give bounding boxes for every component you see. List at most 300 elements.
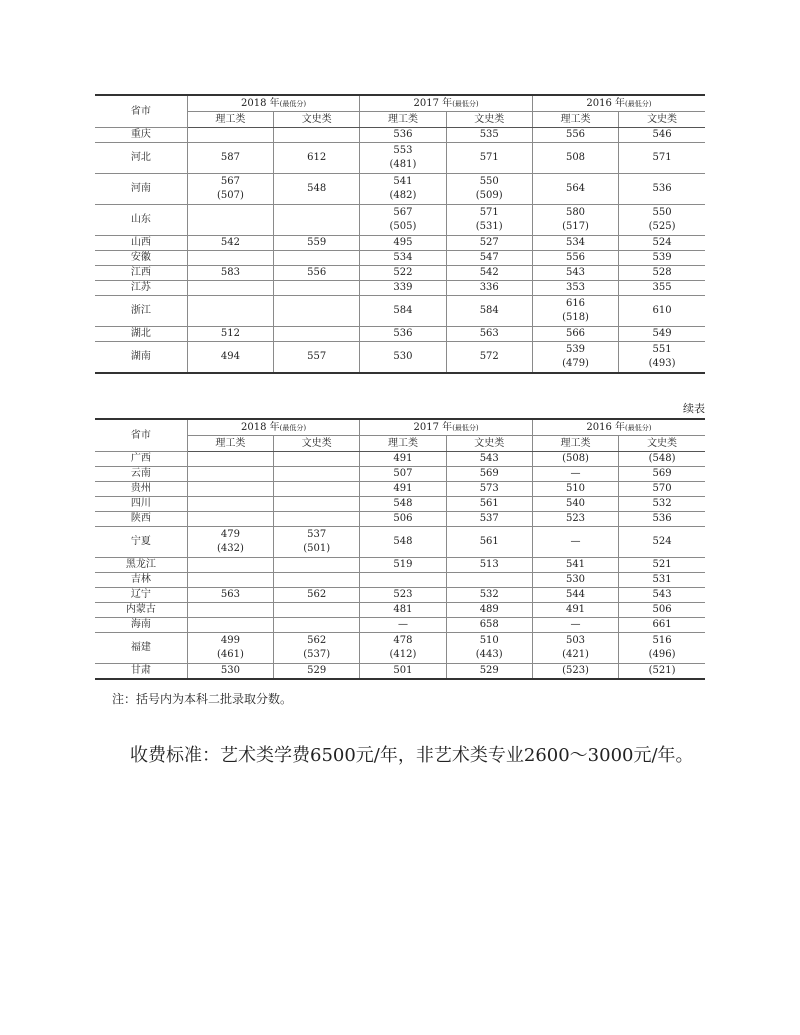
- score-value: 562: [307, 635, 327, 646]
- score-cell: [274, 452, 360, 467]
- score-cell: [619, 128, 705, 143]
- score-cell: [274, 558, 360, 573]
- score-value: 556: [565, 129, 586, 140]
- score-value: 556: [307, 267, 327, 278]
- score-cell: [532, 281, 618, 296]
- score-cell: [446, 512, 532, 527]
- score-value: 559: [307, 237, 327, 248]
- table-row: [95, 128, 705, 143]
- score-value: 661: [652, 619, 672, 630]
- score-value-second-batch: (496): [648, 649, 676, 660]
- score-value: 535: [479, 129, 499, 140]
- score-value-second-batch: (518): [562, 312, 589, 323]
- province-cell: 河北: [95, 143, 187, 174]
- score-value: 544: [565, 589, 586, 600]
- header-sci: 理工类: [532, 112, 618, 128]
- province-cell: 湖南: [95, 342, 187, 374]
- table-row: [95, 205, 705, 236]
- score-cell: [360, 497, 446, 512]
- score-cell: [274, 281, 360, 296]
- score-value-second-batch: (493): [648, 358, 676, 369]
- score-cell: [619, 143, 705, 174]
- score-cell: [360, 143, 446, 174]
- score-value: 491: [565, 604, 586, 615]
- score-value-second-batch: (517): [562, 221, 589, 232]
- score-cell: [446, 296, 532, 327]
- score-value: —: [570, 536, 581, 547]
- header-province: 省市: [95, 419, 187, 452]
- score-value: 531: [652, 574, 672, 585]
- score-cell: [187, 467, 273, 482]
- score-value: 548: [393, 536, 413, 547]
- score-cell: [274, 205, 360, 236]
- score-value: 561: [479, 498, 499, 509]
- score-cell: [446, 205, 532, 236]
- score-cell: [532, 251, 618, 266]
- score-cell: [532, 342, 618, 374]
- score-value: —: [570, 619, 581, 630]
- score-value-second-batch: (537): [303, 649, 331, 660]
- score-value-second-batch: (412): [389, 649, 417, 660]
- score-cell: [274, 251, 360, 266]
- score-value: 658: [479, 619, 499, 630]
- score-value: 572: [479, 351, 499, 362]
- province-cell: 宁夏: [95, 527, 187, 558]
- score-cell: [274, 266, 360, 281]
- score-value: 557: [307, 351, 327, 362]
- score-cell: [187, 664, 273, 680]
- score-cell: [619, 205, 705, 236]
- score-cell: [532, 128, 618, 143]
- score-value: 612: [307, 152, 327, 163]
- score-cell: [446, 452, 532, 467]
- header-year-2018: 2018 年(最低分): [187, 95, 360, 112]
- score-value: 570: [652, 483, 672, 494]
- score-cell: [274, 633, 360, 664]
- header-year-2016: 2016 年(最低分): [532, 95, 705, 112]
- table-row: [95, 664, 705, 680]
- score-cell: [360, 558, 446, 573]
- score-cell: [187, 527, 273, 558]
- header-year-2016: 2016 年(最低分): [532, 419, 705, 436]
- score-value: 550: [652, 207, 672, 218]
- province-cell: 湖北: [95, 327, 187, 342]
- score-value: 537: [307, 529, 327, 540]
- header-year-2017: 2017 年(最低分): [360, 95, 533, 112]
- score-cell: [532, 205, 618, 236]
- score-cell: [619, 573, 705, 588]
- score-cell: [619, 497, 705, 512]
- table-row: [95, 174, 705, 205]
- score-value: 584: [479, 305, 499, 316]
- score-cell: [619, 342, 705, 374]
- score-value: 584: [393, 305, 413, 316]
- fee-standard-paragraph: 收费标准：艺术类学费6500元/年，非艺术类专业2600～3000元/年。: [130, 745, 694, 766]
- score-cell: [532, 633, 618, 664]
- score-value: 580: [565, 207, 586, 218]
- score-cell: [360, 342, 446, 374]
- score-value: 541: [393, 176, 413, 187]
- score-cell: [532, 618, 618, 633]
- score-cell: [274, 143, 360, 174]
- table-footnote: 注：括号内为本科二批录取分数。: [112, 692, 293, 706]
- score-value: 336: [479, 282, 499, 293]
- score-value: 541: [565, 559, 586, 570]
- score-value: 546: [652, 129, 672, 140]
- table-row: [95, 143, 705, 174]
- score-value: 530: [220, 665, 240, 676]
- table-row: [95, 281, 705, 296]
- score-cell: [532, 558, 618, 573]
- score-value: 478: [393, 635, 413, 646]
- score-cell: [187, 603, 273, 618]
- table-row: [95, 527, 705, 558]
- score-cell: [619, 452, 705, 467]
- score-value: 524: [652, 536, 672, 547]
- province-cell: 重庆: [95, 128, 187, 143]
- score-cell: [360, 266, 446, 281]
- score-cell: [446, 633, 532, 664]
- score-value: 495: [393, 237, 413, 248]
- score-value: 532: [652, 498, 672, 509]
- table-row: [95, 512, 705, 527]
- score-cell: [274, 497, 360, 512]
- score-cell: [187, 236, 273, 251]
- table-row: [95, 573, 705, 588]
- score-cell: [360, 452, 446, 467]
- score-value: 506: [652, 604, 672, 615]
- score-value: 542: [220, 237, 240, 248]
- score-cell: [619, 558, 705, 573]
- header-arts: 文史类: [446, 112, 532, 128]
- score-value: 563: [479, 328, 499, 339]
- score-value: (548): [648, 453, 676, 464]
- score-value: 519: [393, 559, 413, 570]
- score-value: 561: [479, 536, 499, 547]
- score-value: 532: [479, 589, 499, 600]
- score-cell: [532, 664, 618, 680]
- score-value-second-batch: (461): [216, 649, 244, 660]
- score-value: —: [570, 468, 581, 479]
- province-cell: 浙江: [95, 296, 187, 327]
- score-cell: [619, 251, 705, 266]
- score-cell: [187, 251, 273, 266]
- score-cell: [360, 512, 446, 527]
- province-cell: 江西: [95, 266, 187, 281]
- score-cell: [532, 174, 618, 205]
- score-cell: [187, 452, 273, 467]
- province-cell: 山西: [95, 236, 187, 251]
- province-cell: 河南: [95, 174, 187, 205]
- score-cell: [187, 174, 273, 205]
- header-arts: 文史类: [446, 436, 532, 452]
- score-value: 528: [652, 267, 672, 278]
- score-cell: [187, 205, 273, 236]
- score-cell: [274, 573, 360, 588]
- score-cell: [446, 588, 532, 603]
- header-sci: 理工类: [187, 112, 273, 128]
- header-year-2017: 2017 年(最低分): [360, 419, 533, 436]
- score-cell: [274, 236, 360, 251]
- score-value: 481: [393, 604, 413, 615]
- score-table-2-body: [95, 452, 705, 680]
- province-cell: 贵州: [95, 482, 187, 497]
- score-cell: [274, 527, 360, 558]
- score-cell: [446, 527, 532, 558]
- table-row: [95, 251, 705, 266]
- score-cell: [187, 558, 273, 573]
- score-value-second-batch: (482): [389, 190, 417, 201]
- header-arts: 文史类: [619, 112, 705, 128]
- score-value: 571: [652, 152, 672, 163]
- score-value: 491: [393, 483, 413, 494]
- score-value: 583: [220, 267, 240, 278]
- header-arts: 文史类: [619, 436, 705, 452]
- province-cell: 江苏: [95, 281, 187, 296]
- score-cell: [619, 527, 705, 558]
- table-row: [95, 497, 705, 512]
- score-cell: [274, 467, 360, 482]
- score-value-second-batch: (481): [389, 159, 417, 170]
- score-value-second-batch: (507): [216, 190, 244, 201]
- score-value: 571: [479, 152, 499, 163]
- score-value: —: [397, 619, 408, 630]
- score-cell: [532, 296, 618, 327]
- score-cell: [187, 633, 273, 664]
- score-cell: [274, 603, 360, 618]
- score-value: 491: [393, 453, 413, 464]
- score-value: 548: [307, 183, 327, 194]
- score-value: 534: [393, 252, 413, 263]
- score-cell: [446, 128, 532, 143]
- score-value: 567: [393, 207, 413, 218]
- score-value-second-batch: (443): [475, 649, 503, 660]
- score-cell: [446, 497, 532, 512]
- score-value-second-batch: (531): [475, 221, 503, 232]
- score-value-second-batch: (432): [216, 543, 244, 554]
- score-cell: [446, 281, 532, 296]
- score-value: 542: [479, 267, 499, 278]
- table-row: [95, 588, 705, 603]
- province-cell: 云南: [95, 467, 187, 482]
- score-cell: [446, 603, 532, 618]
- header-arts: 文史类: [274, 112, 360, 128]
- score-cell: [360, 527, 446, 558]
- score-cell: [619, 618, 705, 633]
- score-value: 562: [307, 589, 327, 600]
- score-value: 547: [479, 252, 499, 263]
- score-value: 536: [652, 183, 672, 194]
- score-cell: [446, 618, 532, 633]
- score-cell: [532, 527, 618, 558]
- score-cell: [532, 482, 618, 497]
- score-cell: [187, 618, 273, 633]
- score-value: 536: [393, 328, 413, 339]
- score-cell: [446, 664, 532, 680]
- score-cell: [187, 588, 273, 603]
- score-value-second-batch: (525): [648, 221, 676, 232]
- score-cell: [619, 512, 705, 527]
- score-value: 516: [652, 635, 672, 646]
- score-value: 353: [565, 282, 586, 293]
- score-cell: [532, 603, 618, 618]
- table-row: [95, 296, 705, 327]
- table-row: [95, 633, 705, 664]
- score-value: 536: [652, 513, 672, 524]
- table-row: [95, 342, 705, 374]
- score-cell: [187, 296, 273, 327]
- table-row: [95, 452, 705, 467]
- score-cell: [446, 342, 532, 374]
- header-sci: 理工类: [360, 436, 446, 452]
- score-value: 567: [220, 176, 240, 187]
- score-value: 563: [220, 589, 240, 600]
- score-value: 550: [479, 176, 499, 187]
- score-cell: [360, 482, 446, 497]
- score-cell: [187, 482, 273, 497]
- score-cell: [619, 588, 705, 603]
- score-cell: [274, 618, 360, 633]
- score-cell: [360, 573, 446, 588]
- score-cell: [619, 467, 705, 482]
- score-value: 527: [479, 237, 499, 248]
- score-cell: [274, 482, 360, 497]
- score-cell: [619, 236, 705, 251]
- score-cell: [532, 236, 618, 251]
- score-value-second-batch: (505): [389, 221, 417, 232]
- province-cell: 四川: [95, 497, 187, 512]
- score-value: 566: [565, 328, 586, 339]
- table-row: [95, 482, 705, 497]
- score-value: 489: [479, 604, 499, 615]
- score-cell: [619, 482, 705, 497]
- score-value: 506: [393, 513, 413, 524]
- score-cell: [619, 603, 705, 618]
- score-cell: [360, 205, 446, 236]
- score-value: 530: [565, 574, 586, 585]
- header-year-2018: 2018 年(最低分): [187, 419, 360, 436]
- score-value: 569: [652, 468, 672, 479]
- score-cell: [532, 266, 618, 281]
- score-value: 355: [652, 282, 672, 293]
- province-cell: 吉林: [95, 573, 187, 588]
- score-value: 551: [652, 344, 672, 355]
- score-value: 513: [479, 559, 499, 570]
- province-cell: 广西: [95, 452, 187, 467]
- score-cell: [360, 236, 446, 251]
- score-cell: [360, 603, 446, 618]
- score-value: 512: [220, 328, 240, 339]
- score-cell: [360, 296, 446, 327]
- score-value: (521): [648, 665, 676, 676]
- score-cell: [619, 327, 705, 342]
- score-value: 616: [565, 298, 586, 309]
- header-sci: 理工类: [187, 436, 273, 452]
- score-value: 339: [393, 282, 413, 293]
- header-sci: 理工类: [360, 112, 446, 128]
- score-value-second-batch: (509): [475, 190, 503, 201]
- score-cell: [532, 512, 618, 527]
- header-sci: 理工类: [532, 436, 618, 452]
- score-cell: [619, 296, 705, 327]
- score-cell: [360, 251, 446, 266]
- score-value: 587: [220, 152, 240, 163]
- header-arts: 文史类: [274, 436, 360, 452]
- score-cell: [446, 482, 532, 497]
- score-cell: [446, 327, 532, 342]
- score-value: 521: [652, 559, 672, 570]
- score-cell: [619, 174, 705, 205]
- score-cell: [532, 573, 618, 588]
- score-cell: [360, 467, 446, 482]
- score-cell: [187, 342, 273, 374]
- score-value: 524: [652, 237, 672, 248]
- score-cell: [446, 236, 532, 251]
- score-cell: [274, 327, 360, 342]
- score-value: 540: [565, 498, 586, 509]
- score-cell: [187, 573, 273, 588]
- continued-label: 续表: [683, 402, 705, 415]
- score-cell: [532, 467, 618, 482]
- table-row: [95, 266, 705, 281]
- score-value: 523: [565, 513, 586, 524]
- score-value: 508: [565, 152, 586, 163]
- score-cell: [446, 558, 532, 573]
- score-value: 522: [393, 267, 413, 278]
- table-row: [95, 236, 705, 251]
- score-cell: [446, 266, 532, 281]
- score-cell: [446, 251, 532, 266]
- province-cell: 甘肃: [95, 664, 187, 680]
- score-cell: [446, 143, 532, 174]
- score-value: 573: [479, 483, 499, 494]
- province-cell: 黑龙江: [95, 558, 187, 573]
- score-value: 539: [565, 344, 586, 355]
- score-value: 510: [565, 483, 586, 494]
- score-cell: [360, 281, 446, 296]
- score-cell: [187, 327, 273, 342]
- score-cell: [619, 664, 705, 680]
- score-table-2: [95, 418, 705, 680]
- score-value: 543: [479, 453, 499, 464]
- score-value: 537: [479, 513, 499, 524]
- score-cell: [360, 664, 446, 680]
- province-cell: 辽宁: [95, 588, 187, 603]
- score-cell: [274, 296, 360, 327]
- province-cell: 陕西: [95, 512, 187, 527]
- score-cell: [446, 467, 532, 482]
- score-cell: [274, 174, 360, 205]
- table-row: [95, 467, 705, 482]
- score-cell: [532, 143, 618, 174]
- score-value: 510: [479, 635, 499, 646]
- province-cell: 福建: [95, 633, 187, 664]
- score-cell: [360, 128, 446, 143]
- score-value: 569: [479, 468, 499, 479]
- score-value: 529: [307, 665, 327, 676]
- score-cell: [360, 174, 446, 205]
- score-value: 501: [393, 665, 413, 676]
- score-value: 564: [565, 183, 586, 194]
- score-cell: [360, 633, 446, 664]
- score-cell: [274, 588, 360, 603]
- table-row: [95, 618, 705, 633]
- score-value: 610: [652, 305, 672, 316]
- score-cell: [187, 143, 273, 174]
- score-cell: [274, 664, 360, 680]
- score-cell: [187, 128, 273, 143]
- score-value: 523: [393, 589, 413, 600]
